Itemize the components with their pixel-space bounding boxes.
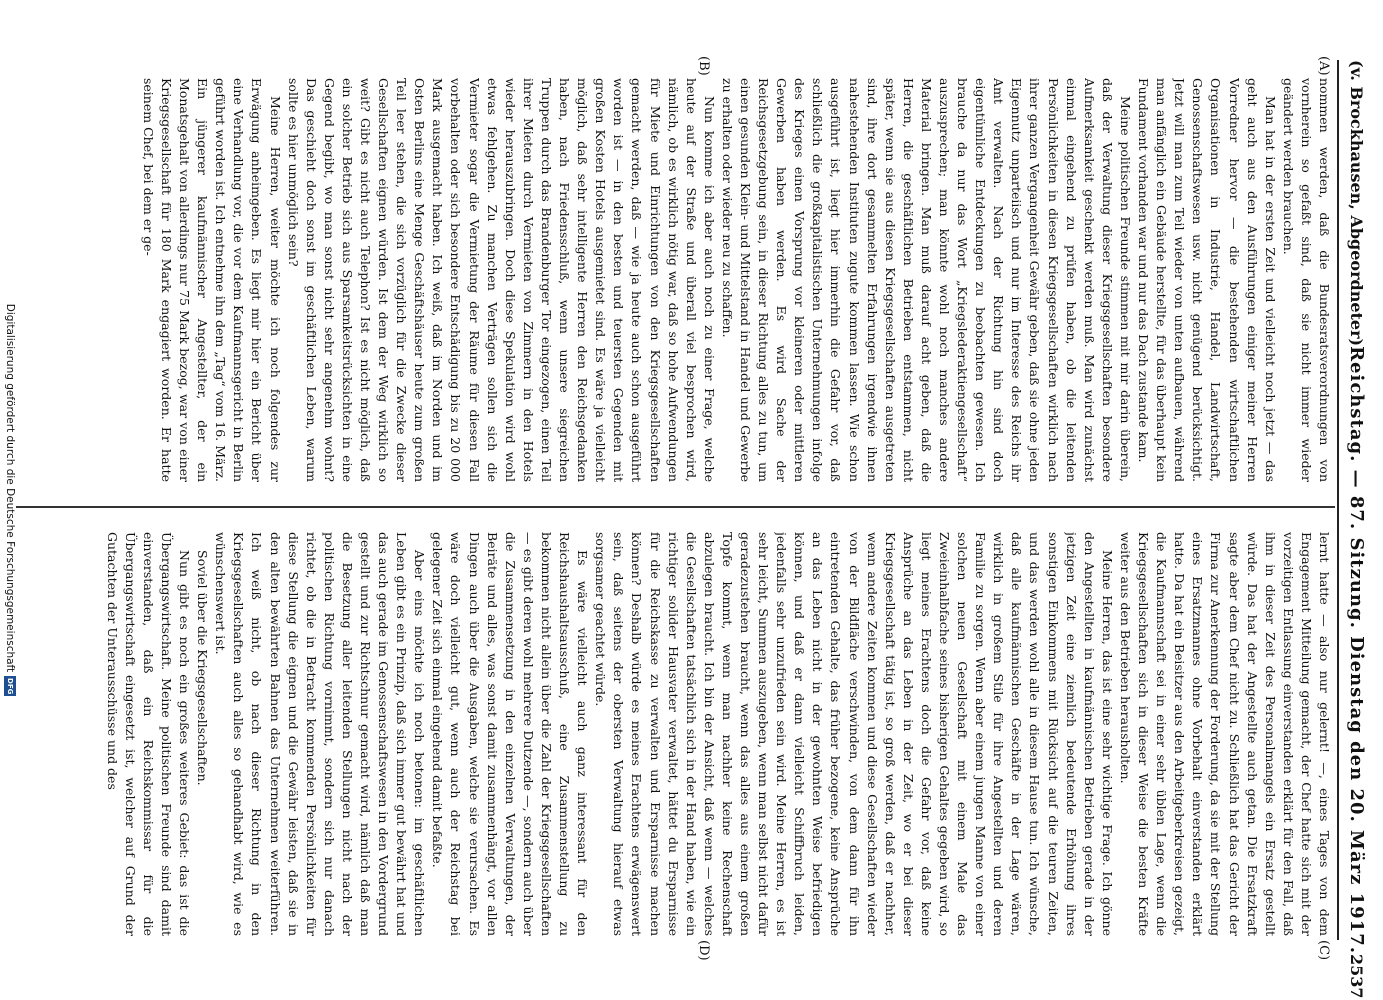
paragraph: Aber eins möchte ich noch betonen: im geschäftlichen Leben gibt es ein Prinzip, daß sich immer gut bewährt hat und das auch gerade im Genossenschaftswesen in den Vordergrund gestellt und zur Richtschnur gemacht wird, nämlich daß man die Besetzung aller leitenden Stellungen nicht nach der politischen Richtung vornimmt, sondern sich nur danach richtet, ob die in Betracht kommenden Persönlichkeiten für diese Stellung die eignen und die Gewähr leisten, daß sie in den alten bewährten Bahnen das Unternehmen weiterführen. Ich weiß nicht, ob nach dieser Richtung in den Kriegsgesellschaften auch alles so gehandhabt wird, wie es wünschenswert ist. [213,532,428,936]
paragraph: Nun komme ich aber auch noch zu einer Frage, welche heute auf der Straße und überall viel besprochen wird, nämlich, ob es wirklich nötig war, daß so hohe Aufwendungen für Miete und Einrichtungen von den Kriegsgesellschaften gemacht werden, daß — wie ja heute auch schon ausgeführt worden ist — in den besten und teuersten Gegenden mit großen Kosten Hotels ausgemietet sind. Es wäre ja vielleicht möglich, daß sehr intelligente Herren den Reichsgedanken haben, nach Friedensschluß, wenn unsere siegreichen Truppen durch das Brandenburger Tor eingezogen, einen Teil ihrer Mieten durch Vermieten von Zimmern in den Hotels wieder herauszubringen. Doch diese Spekulation wird wohl etwas fehlgehen. Zu manchen Verträgen sollen sich die Vermieter sogar die Vermietung der Räume für diesen Fall vorbehalten oder sich besondere Entschädigung bis zu 20 000 Mark ausgemacht haben. Ich weiß, daß im Norden und im Osten Berlins eine Menge Geschäftshäuser heute zum großen Teil leer stehen, die sich vorzüglich für die Zwecke dieser Gesellschaften eignen würden. Ist dem der Weg wirklich so weit? Gibt es nicht auch Telephon? Ist es nicht möglich, daß ein solcher Betrieb sich aus Sparsamkeitsrücksichten in eine Gegend begibt, wo man sonst nicht sehr angenehm wohnt? Das geschieht doch sonst im geschäftlichen Leben, warum sollte es hier unmöglich sein? [285,78,717,482]
credit-text: Digitalisierung gefördert durch die Deutsche Forschungsgemeinschaft [4,303,16,673]
paragraph: lernt hatte — also nur gelernt! —, eines Tages von dem Engagement Mitteilung gemacht, der Chef hatte sich mit der vorzeitigen Entlassung einverstanden erklärt für den Fall, daß ihm in dieser Zeit des Personalmangels ein Ersatz gestellt würde. Das hat der Angestellte auch getan. Die Ersatzkraft sagte aber dem Chef nicht zu. Schließlich hat das Gericht der Firma zur Anerkennung der Forderung, da sie mit der Stellung eines Ersatzmannes ohne Vorbehalt einverstanden erklärt hatte. Da hat ein Beisitzer aus den Arbeitgeberkreisen gezeigt, die Kaufmannschaft sei in einer sehr üblen Lage, wenn die Kriegsgesellschaften sich in dieser Weise die besten Kräfte weiter aus den Betrieben herausholten. [1117,532,1332,936]
page-number: 2537 [1347,953,1367,999]
paragraph: Meine Herren, weiter möchte ich noch folgendes zur Erwägung anheimgeben. Es liegt mir hier ein Bericht über eine Verhandlung vor, die vor dem Kaufmannsgericht in Berlin geführt worden ist. Ich entnehme ihn dem „Tag“ vom 16. März. Ein jüngerer kaufmännischer Angestellter, der ein Monatsgehalt von allerdings nur 75 Mark bezog, war von einer Kriegsgesellschaft für 180 Mark engagiert worden. Er hatte seinem Chef, bei dem er ge- [140,78,283,482]
page-header [1337,60,1375,999]
column-divider [16,506,1335,508]
paragraph: nommen werden, daß die Bundesratsverordnungen von vornherein so gefaßt sind, daß sie nicht immer wieder geändert werden brauchen. [1280,78,1332,482]
session-title: Reichstag. — 87. Sitzung. Dienstag den 20. März 1917. [1346,346,1368,954]
margin-mark-c: (C) [1316,940,1331,961]
paragraph: Es wäre vielleicht auch ganz interessant für den Reichshaushaltsausschuß, eine Zusammenstellung zu bekommen nicht allein über die Zahl der Kriegsgesellschaften — es gibt deren wohl mehrere Dutzende —, sondern auch über die Zusammensetzung in den einzelnen Verwaltungen, der Beiräte und alles, was sonst damit zusammenhängt, vor allen Dingen auch über die Ausgaben, welche sie verursachen. Es wäre doch vielleicht gut, wenn auch der Reichstag bei gelegener Zeit sich einmal eingehend damit befaßte. [430,532,591,936]
margin-mark-d: (D) [696,940,711,961]
paragraph: Meine Herren, das ist eine sehr wichtige Frage. Ich gönne den Angestellten in kaufmännischen Betrieben gerade in der jetzigen Zeit eine ziemlich bedeutende Erhöhung ihres sonstigen Einkommens mit Rücksicht auf die teuren Zeiten, und das werden wohl alle in diesem Hause tun. Ich wünsche, daß alle kaufmännischen Geschäfte in der Lage wären, wirklich in großem Stile für ihre Angestellten und deren Familie zu sorgen. Wenn aber einem jungen Manne von einer solchen neuen Gesellschaft mit einem Male das Zweieinhalbfache seines bisherigen Gehaltes gegeben wird, so liegt meines Erachtens doch die Gefahr vor, daß keine Ansprüche an das Leben in der Zeit, wo er bei dieser Kriegsgesellschaft tätig ist, so groß werden, daß er nachher, wenn andere Zeiten kommen und diese Gesellschaften wieder von der Bildfläche verschwinden, von dem dann für ihn eintretenden Gehalte, das früher bezogene, keine Ansprüche an das Leben nicht in der gewohnten Weise befriedigen können, und daß er dann vielleicht Schiffbruch leiden, jedenfalls sehr unzufrieden sein wird. Meine Herren, es ist sehr leicht, Summen auszugeben, wenn man selbst nicht dafür geradezustehen braucht, wenn das alles aus einem großen Topfe kommt, wenn man nachher keine Rechenschaft abzulegen braucht. Ich bin der Ansicht, daß wenn — welches die Gesellschaften tatsächlich sich in der Hand haben, wie ein richtiger solider Hausvater verwaltet, hättet du Ersparnisse für die Reichskasse zu verwalten und Ersparnisse machen können? Deshalb würde es meines Erachtens erwägenswert sein, daß seitens der obersten Verwaltung hierauf etwas sorgsamer geachtet würde. [593,532,1115,936]
right-column [20,532,1333,936]
speaker-line: (v. Brockhausen, Abgeordneter) [1347,60,1367,347]
paragraph: Meine politischen Freunde stimmen mit mir darin überein, daß der Verwaltung dieser Kriegsgesellschaften besondere Aufmerksamkeit geschenkt werden muß. Man wird zunächst einmal eingehend zu prüfen haben, ob die leitenden Persönlichkeiten in diesen Kriegsgesellschaften wirklich nach ihrer ganzen Vergangenheit Gewähr geben, daß sie ohne jeden Eigennutz unparteiisch und nur im Interesse des Reichs ihr Amt verwalten. Nach der Richtung hin sind doch eigentümliche Entdeckungen zu beobachten gewesen. Ich brauche da nur das Wort „Kriegslederaktiengesellschaft“ auszusprechen; man könnte wohl noch manches andere Material bringen. Man muß darauf acht geben, daß die Herren, die geschäftlichen Betrieben entstammen, nicht später, wenn sie aus diesen Kriegsgesellschaften ausgetreten sind, ihre dort gesammelten Erfahrungen irgendwie ihnen nahestehenden Instituten zugute kommen lassen. Wie schon ausgeführt ist, liegt hier immerhin die Gefahr vor, daß schließlich die großkapitalistischen Unternehmungen infolge des Krieges einen Vorsprung vor kleineren oder mittleren Gewerben haben werden. Es wird Sache der Reichsgesetzgebung sein, in dieser Richtung alles zu tun, um einen gesunden Klein- und Mittelstand in Handel und Gewerbe zu erhalten oder wieder neu zu schaffen. [719,78,1133,482]
digitization-credit [0,0,20,1000]
paragraph: Nun gibt es noch ein großes weiteres Gebiet: das ist die Übergangswirtschaft. Meine politischen Freunde sind damit einverstanden, daß ein Reichskommissar für die Übergangswirtschaft eingesetzt ist, welcher auf Grund der Gutachten der Unterausschüsse und des [104,532,193,936]
paragraph: Man hat in der ersten Zeit und vielleicht noch jetzt — das geht auch aus den Ausführungen einiger meiner Herren Vorredner hervor — die bestehenden wirtschaftlichen Organisationen in Industrie, Handel, Landwirtschaft, Genossenschaftswesen usw. nicht genügend berücksichtigt. Jetzt will man zum Teil wieder von unten aufbauen, während man anfänglich ein Gebäude herstellte, für das überhaupt kein Fundament vorhanden war und nur das Dach zustande kam. [1136,78,1278,482]
margin-mark-b: (B) [696,56,711,76]
margin-mark-a: (A) [1316,56,1331,76]
dfg-logo: DFG [6,678,14,695]
paragraph: Soviel über die Kriegsgesellschaften. [195,550,211,786]
left-column [20,78,1333,482]
